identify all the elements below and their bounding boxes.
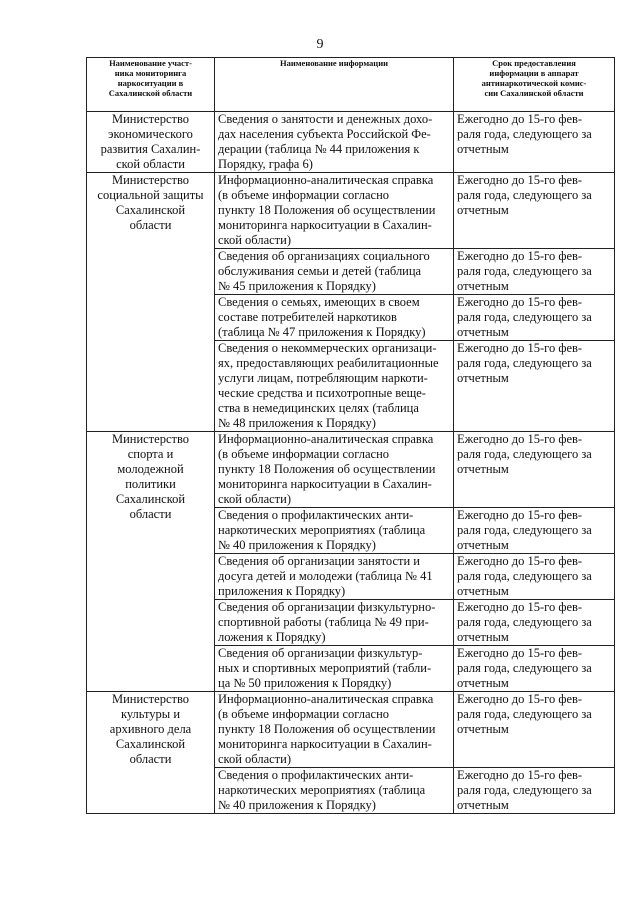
information-cell: Информационно-аналитическая справка (в объеме информации согласно пункту 18 Положения об осуществлении мониторинга наркоситуации в Сахалин- ской области) — [215, 692, 454, 768]
information-cell: Сведения о занятости и денежных дохо- дах населения субъекта Российской Фе- дерации (таблица № 44 приложения к Порядку, графа 6) — [215, 112, 454, 173]
information-cell: Информационно-аналитическая справка (в объеме информации согласно пункту 18 Положения об осуществлении мониторинга наркоситуации в Сахалин- ской области) — [215, 432, 454, 508]
participant-cell: Министерство социальной защиты Сахалинской области — [87, 173, 215, 432]
deadline-cell: Ежегодно до 15-го фев- раля года, следующего за отчетным — [454, 112, 615, 173]
information-cell: Информационно-аналитическая справка (в объеме информации согласно пункту 18 Положения об осуществлении мониторинга наркоситуации в Сахалин- ской области) — [215, 173, 454, 249]
table-header — [87, 58, 615, 112]
deadline-cell: Ежегодно до 15-го фев- раля года, следующего за отчетным — [454, 600, 615, 646]
deadline-cell: Ежегодно до 15-го фев- раля года, следующего за отчетным — [454, 249, 615, 295]
deadline-cell: Ежегодно до 15-го фев- раля года, следующего за отчетным — [454, 432, 615, 508]
deadline-cell: Ежегодно до 15-го фев- раля года, следующего за отчетным — [454, 768, 615, 814]
deadline-cell: Ежегодно до 15-го фев- раля года, следующего за отчетным — [454, 173, 615, 249]
table-row — [87, 173, 615, 249]
table-body — [87, 112, 615, 814]
information-cell: Сведения о профилактических анти- наркотических мероприятиях (таблица № 40 приложения к Порядку) — [215, 508, 454, 554]
deadline-cell: Ежегодно до 15-го фев- раля года, следующего за отчетным — [454, 508, 615, 554]
deadline-cell: Ежегодно до 15-го фев- раля года, следующего за отчетным — [454, 692, 615, 768]
information-cell: Сведения об организациях социального обслуживания семьи и детей (таблица № 45 приложения к Порядку) — [215, 249, 454, 295]
table-row — [87, 112, 615, 173]
monitoring-information-table — [86, 57, 615, 814]
information-cell: Сведения о профилактических анти- наркотических мероприятиях (таблица № 40 приложения к Порядку) — [215, 768, 454, 814]
information-cell: Сведения о семьях, имеющих в своем составе потребителей наркотиков (таблица № 47 приложения к Порядку) — [215, 295, 454, 341]
information-cell: Сведения об организации занятости и досуга детей и молодежи (таблица № 41 приложения к Порядку) — [215, 554, 454, 600]
header-information: Наименование информации — [215, 58, 454, 112]
deadline-cell: Ежегодно до 15-го фев- раля года, следующего за отчетным — [454, 646, 615, 692]
table-header-row — [87, 58, 615, 112]
header-deadline: Срок предоставления информации в аппарат антинаркотической комис- сии Сахалинской области — [454, 58, 615, 112]
deadline-cell: Ежегодно до 15-го фев- раля года, следующего за отчетным — [454, 341, 615, 432]
participant-cell: Министерство культуры и архивного дела Сахалинской области — [87, 692, 215, 814]
table-row — [87, 432, 615, 508]
participant-cell: Министерство экономического развития Сахалин- ской области — [87, 112, 215, 173]
deadline-cell: Ежегодно до 15-го фев- раля года, следующего за отчетным — [454, 295, 615, 341]
information-cell: Сведения об организации физкультур- ных и спортивных мероприятий (табли- ца № 50 приложения к Порядку) — [215, 646, 454, 692]
information-cell: Сведения об организации физкультурно- спортивной работы (таблица № 49 при- ложения к Порядку) — [215, 600, 454, 646]
participant-cell: Министерство спорта и молодежной политики Сахалинской области — [87, 432, 215, 692]
information-cell: Сведения о некоммерческих организаци- ях, предоставляющих реабилитационные услуги лицам, потребляющим наркоти- ческие средства и психотропные веще- ства в немедицинских целях (таблица № 48 приложения к Порядку) — [215, 341, 454, 432]
page-number: 9 — [316, 37, 324, 52]
header-participant: Наименование участ- ника мониторинга наркоситуации в Сахалинской области — [87, 58, 215, 112]
table-row — [87, 692, 615, 768]
deadline-cell: Ежегодно до 15-го фев- раля года, следующего за отчетным — [454, 554, 615, 600]
